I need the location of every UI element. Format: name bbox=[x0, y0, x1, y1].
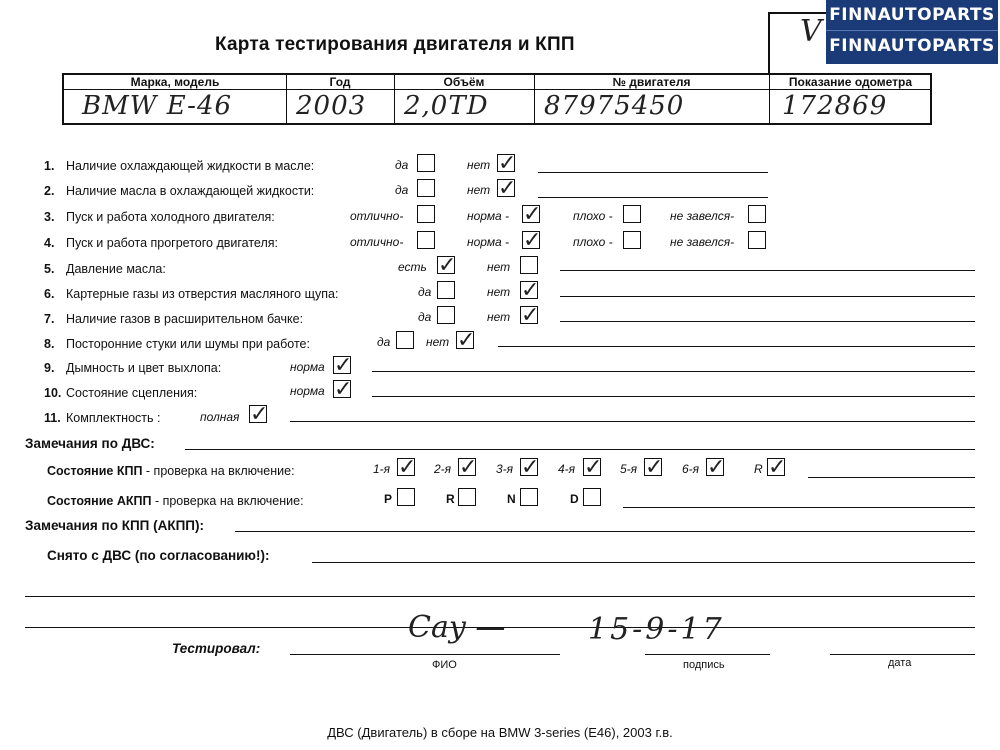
akpp-label-rest: - проверка на включение: bbox=[151, 494, 304, 508]
col-header-odometer: Показание одометра bbox=[788, 75, 913, 89]
checkmark-icon: ✓ bbox=[398, 455, 417, 480]
gear-label: 1-я bbox=[373, 462, 391, 476]
item-number: 5. bbox=[44, 262, 55, 276]
sign-caption: подпись bbox=[683, 659, 725, 671]
checkbox[interactable] bbox=[417, 154, 435, 172]
opt-label: отлично- bbox=[350, 235, 404, 249]
opt-label: плохо - bbox=[573, 235, 613, 249]
checkbox[interactable] bbox=[417, 179, 435, 197]
checkbox[interactable] bbox=[767, 455, 787, 480]
opt-label: норма - bbox=[467, 209, 510, 223]
akpp-label-bold: Состояние АКПП bbox=[47, 494, 152, 508]
image-caption: ДВС (Двигатель) в сборе на BMW 3-series (E46), 2003 г.в. bbox=[327, 725, 673, 740]
item-number: 3. bbox=[44, 210, 55, 224]
item-label: Посторонние стуки или шумы при работе: bbox=[66, 337, 310, 351]
checkbox[interactable] bbox=[397, 488, 415, 506]
checkbox[interactable] bbox=[437, 253, 457, 278]
kpp-label-bold: Состояние КПП bbox=[47, 464, 143, 478]
opt-label: да bbox=[418, 310, 432, 324]
gear-label: 5-я bbox=[620, 462, 638, 476]
value-volume: 2,0TD bbox=[404, 91, 489, 121]
opt-label: да bbox=[395, 158, 409, 172]
checkbox[interactable] bbox=[417, 205, 435, 223]
checkmark-icon: ✓ bbox=[521, 455, 540, 480]
item-number: 10. bbox=[44, 386, 62, 400]
akpp-mode-label: R bbox=[446, 492, 455, 506]
checkbox[interactable] bbox=[644, 455, 664, 480]
date-handwritten: 15-9-17 bbox=[588, 612, 725, 647]
opt-label: полная bbox=[200, 410, 240, 424]
akpp-mode-label: D bbox=[570, 492, 579, 506]
col-header-engine-no: № двигателя bbox=[612, 75, 691, 89]
checkbox[interactable] bbox=[748, 231, 766, 249]
section-dvs-notes: Замечания по ДВС: bbox=[25, 436, 155, 451]
gear-label: 3-я bbox=[496, 462, 514, 476]
tested-by-label: Тестировал: bbox=[172, 641, 261, 656]
checkmark-icon: ✓ bbox=[523, 202, 542, 227]
checkbox[interactable] bbox=[522, 228, 542, 253]
item-number: 9. bbox=[44, 361, 55, 375]
opt-label: норма bbox=[290, 384, 325, 398]
opt-label: да bbox=[377, 335, 391, 349]
checkbox[interactable] bbox=[437, 281, 455, 299]
checkbox[interactable] bbox=[396, 331, 414, 349]
item-label: Комплектность : bbox=[66, 411, 161, 425]
corner-mark: V bbox=[800, 14, 822, 49]
akpp-mode-label: P bbox=[384, 492, 393, 506]
checkmark-icon: ✓ bbox=[438, 253, 457, 278]
line bbox=[498, 346, 975, 347]
checkmark-icon: ✓ bbox=[334, 377, 353, 402]
opt-label: да bbox=[395, 183, 409, 197]
checkmark-icon: ✓ bbox=[584, 455, 603, 480]
line bbox=[290, 421, 975, 422]
checkmark-icon: ✓ bbox=[707, 455, 726, 480]
checkmark-icon: ✓ bbox=[498, 176, 517, 201]
line bbox=[560, 270, 975, 271]
section-kpp-notes: Замечания по КПП (АКПП): bbox=[25, 518, 204, 533]
checkmark-icon: ✓ bbox=[521, 278, 540, 303]
line bbox=[560, 321, 975, 322]
item-number: 7. bbox=[44, 312, 55, 326]
checkbox[interactable] bbox=[583, 488, 601, 506]
value-odometer: 172869 bbox=[782, 91, 888, 121]
line bbox=[372, 396, 975, 397]
kpp-label bbox=[47, 464, 295, 478]
checkbox[interactable] bbox=[623, 205, 641, 223]
opt-label: есть bbox=[398, 260, 427, 274]
item-number: 6. bbox=[44, 287, 55, 301]
signature: Cay — bbox=[408, 610, 506, 645]
item-label: Наличие масла в охлаждающей жидкости: bbox=[66, 184, 315, 198]
checkbox[interactable] bbox=[520, 488, 538, 506]
item-label: Пуск и работа холодного двигателя: bbox=[66, 210, 275, 224]
line bbox=[185, 449, 975, 450]
opt-label: норма bbox=[290, 360, 325, 374]
line bbox=[538, 172, 768, 173]
checkbox[interactable] bbox=[748, 205, 766, 223]
item-number: 4. bbox=[44, 236, 55, 250]
checkmark-icon: ✓ bbox=[459, 455, 478, 480]
line bbox=[312, 562, 975, 563]
fio-caption: ФИО bbox=[432, 659, 457, 671]
opt-label: нет bbox=[487, 310, 511, 324]
opt-label: нет bbox=[467, 183, 491, 197]
opt-label: нет bbox=[487, 260, 511, 274]
checkmark-icon: ✓ bbox=[521, 303, 540, 328]
date-caption: дата bbox=[888, 657, 912, 669]
checkbox[interactable] bbox=[397, 455, 417, 480]
checkmark-icon: ✓ bbox=[768, 455, 787, 480]
line bbox=[290, 654, 560, 655]
opt-label: не завелся- bbox=[670, 209, 735, 223]
item-number: 2. bbox=[44, 184, 55, 198]
line bbox=[560, 296, 975, 297]
akpp-label bbox=[47, 494, 304, 508]
value-engine-no: 87975450 bbox=[544, 91, 685, 121]
line bbox=[372, 371, 975, 372]
col-header-year: Год bbox=[329, 75, 351, 89]
opt-label: нет bbox=[487, 285, 511, 299]
gear-label: R bbox=[754, 462, 763, 476]
item-label: Состояние сцепления: bbox=[66, 386, 198, 400]
checkbox[interactable] bbox=[456, 328, 476, 353]
section-removed: Снято с ДВС (по согласованию!): bbox=[47, 548, 270, 563]
checkmark-icon: ✓ bbox=[645, 455, 664, 480]
opt-label: нет bbox=[426, 335, 450, 349]
header-divider bbox=[64, 89, 930, 90]
kpp-label-rest: - проверка на включение: bbox=[142, 464, 295, 478]
opt-label: плохо - bbox=[573, 209, 613, 223]
line bbox=[623, 507, 975, 508]
checkmark-icon: ✓ bbox=[457, 328, 476, 353]
checkbox[interactable] bbox=[417, 231, 435, 249]
item-label: Давление масла: bbox=[66, 262, 166, 276]
line bbox=[538, 197, 768, 198]
checkmark-icon: ✓ bbox=[523, 228, 542, 253]
checkbox[interactable] bbox=[333, 377, 353, 402]
gear-label: 6-я bbox=[682, 462, 700, 476]
logo-line-1: FINNAUTOPARTS bbox=[826, 0, 998, 31]
line bbox=[645, 654, 770, 655]
checkbox[interactable] bbox=[497, 176, 517, 201]
item-label: Пуск и работа прогретого двигателя: bbox=[66, 236, 278, 250]
gear-label: 2-я bbox=[434, 462, 452, 476]
checkbox[interactable] bbox=[706, 455, 726, 480]
finnautoparts-logo bbox=[826, 0, 998, 64]
checkbox[interactable] bbox=[522, 202, 542, 227]
form-title: Карта тестирования двигателя и КПП bbox=[215, 34, 575, 55]
item-number: 1. bbox=[44, 159, 55, 173]
checkbox[interactable] bbox=[497, 151, 517, 176]
opt-label: не завелся- bbox=[670, 235, 735, 249]
checkbox[interactable] bbox=[458, 488, 476, 506]
item-label: Наличие охлаждающей жидкости в масле: bbox=[66, 159, 315, 173]
checkbox[interactable] bbox=[458, 455, 478, 480]
checkmark-icon: ✓ bbox=[498, 151, 517, 176]
line bbox=[808, 477, 975, 478]
line bbox=[25, 596, 975, 597]
opt-label: отлично- bbox=[350, 209, 404, 223]
item-label: Картерные газы из отверстия масляного щупа: bbox=[66, 287, 339, 301]
checkbox[interactable] bbox=[623, 231, 641, 249]
item-number: 8. bbox=[44, 337, 55, 351]
checkbox[interactable] bbox=[520, 278, 540, 303]
line bbox=[830, 654, 975, 655]
item-label: Наличие газов в расширительном бачке: bbox=[66, 312, 304, 326]
col-header-make: Марка, модель bbox=[130, 75, 220, 89]
opt-label: норма - bbox=[467, 235, 510, 249]
header-table bbox=[62, 73, 932, 125]
item-label: Дымность и цвет выхлопа: bbox=[66, 361, 222, 375]
logo-line-2: FINNAUTOPARTS bbox=[829, 36, 995, 56]
value-make: BMW E-46 bbox=[82, 91, 233, 121]
akpp-mode-label: N bbox=[507, 492, 516, 506]
checkmark-icon: ✓ bbox=[250, 402, 269, 427]
checkbox[interactable] bbox=[583, 455, 603, 480]
checkbox[interactable] bbox=[520, 303, 540, 328]
opt-label: нет bbox=[467, 158, 491, 172]
line bbox=[235, 531, 975, 532]
opt-label: да bbox=[418, 285, 432, 299]
checkmark-icon: ✓ bbox=[334, 353, 353, 378]
gear-label: 4-я bbox=[558, 462, 576, 476]
checkbox[interactable] bbox=[520, 455, 540, 480]
checkbox[interactable] bbox=[333, 353, 353, 378]
item-number: 11. bbox=[44, 411, 61, 425]
checkbox[interactable] bbox=[437, 306, 455, 324]
checkbox[interactable] bbox=[520, 256, 538, 274]
col-header-volume: Объём bbox=[443, 75, 485, 89]
value-year: 2003 bbox=[296, 91, 367, 121]
checkbox[interactable] bbox=[249, 402, 269, 427]
